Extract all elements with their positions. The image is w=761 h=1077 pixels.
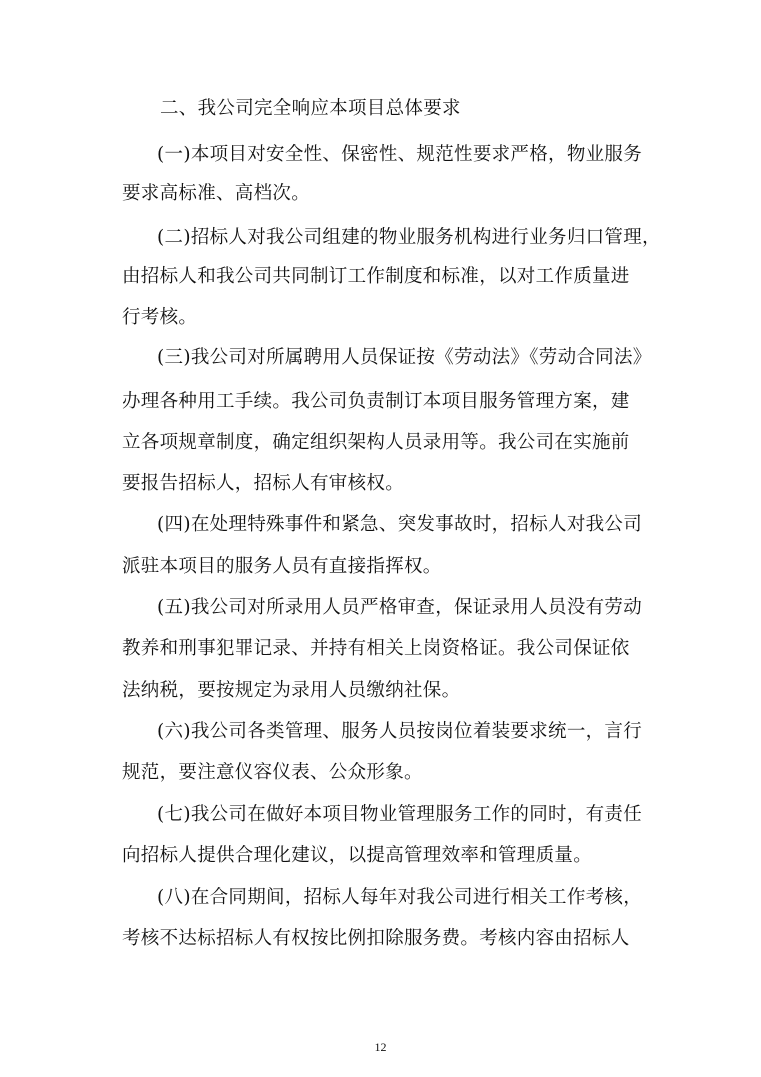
paragraph-line: 法纳税，要按规定为录用人员缴纳社保。 [122,680,461,701]
paragraph-line: 教养和刑事犯罪记录、并持有相关上岗资格证。我公司保证依 [122,638,630,659]
paragraph-line: (三)我公司对所属聘用人员保证按《劳动法》《劳动合同法》 [157,347,652,368]
paragraph-line: 规范，要注意仪容仪表、公众形象。 [122,762,423,783]
paragraph-line: (四)在处理特殊事件和紧急、突发事故时，招标人对我公司 [157,514,643,535]
page-number: 12 [374,1040,387,1054]
paragraph-line: 办理各种用工手续。我公司负责制订本项目服务管理方案，建 [122,391,630,412]
paragraph-line: (七)我公司在做好本项目物业管理服务工作的同时，有责任 [157,804,643,825]
paragraph-line: 立各项规章制度，确定组织架构人员录用等。我公司在实施前 [122,432,630,453]
paragraph-line: 由招标人和我公司共同制订工作制度和标准，以对工作质量进 [122,266,630,287]
paragraph-line: 向招标人提供合理化建议，以提高管理效率和管理质量。 [122,845,593,866]
paragraph-line: 要报告招标人，招标人有审核权。 [122,473,405,494]
section-heading: 二、我公司完全响应本项目总体要求 [160,98,461,119]
paragraph-line: 派驻本项目的服务人员有直接指挥权。 [122,556,442,577]
paragraph-line: (五)我公司对所录用人员严格审查，保证录用人员没有劳动 [157,597,643,618]
paragraph-line: (二)招标人对我公司组建的物业服务机构进行业务归口管理， [157,227,661,248]
paragraph-line: 要求高标准、高档次。 [122,183,311,204]
paragraph-line: (八)在合同期间，招标人每年对我公司进行相关工作考核， [157,887,643,908]
paragraph-line: 行考核。 [122,307,198,328]
paragraph-line: (六)我公司各类管理、服务人员按岗位着装要求统一，言行 [157,721,643,742]
paragraph-line: 考核不达标招标人有权按比例扣除服务费。考核内容由招标人 [122,928,630,949]
paragraph-line: (一)本项目对安全性、保密性、规范性要求严格，物业服务 [157,144,643,165]
